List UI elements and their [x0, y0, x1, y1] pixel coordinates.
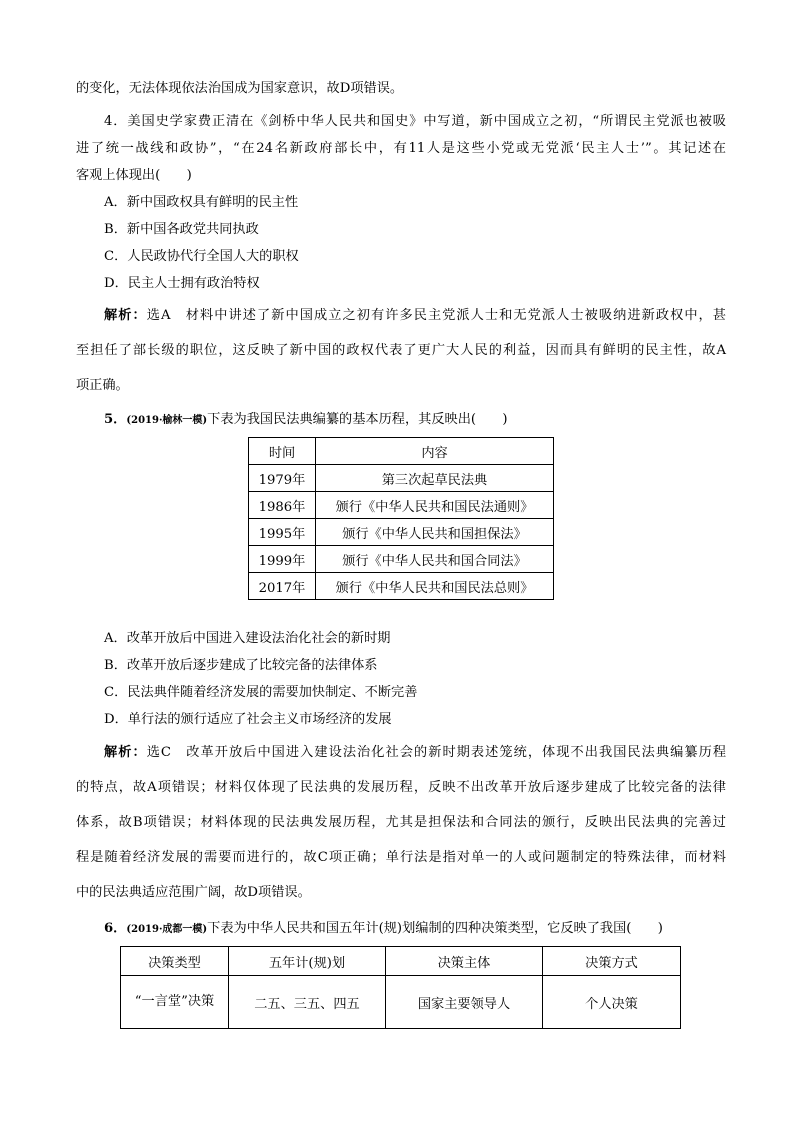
- table-header-row: [249, 438, 554, 465]
- q6-decision-table: [120, 946, 681, 1029]
- q5-stem: [104, 411, 754, 430]
- q4-stem-line-3: 客观上体现出( ): [76, 168, 192, 183]
- q5-number: 5．: [104, 412, 127, 427]
- q6-number: 6．: [104, 921, 127, 936]
- q4-analysis-line-2: 至担任了部长级的职位，这反映了新中国的政权代表了更广大人民的利益，因而具有鲜明的民主性，故A: [76, 343, 726, 358]
- table-row: [249, 519, 554, 546]
- q4-analysis-line-1: [104, 307, 726, 325]
- q4-analysis-label: 解析：: [104, 308, 147, 323]
- q5-analysis-text-1: 选C 改革开放后中国进入建设法治化社会的新时期表述笼统，体现不出我国民法典编纂历程: [146, 745, 727, 760]
- table-header-cell: 决策方式: [543, 947, 681, 976]
- q5-stem-text: 下表为我国民法典编纂的基本历程，其反映出( ): [207, 412, 508, 427]
- q5-option-c: C．民法典伴随着经济发展的需要加快制定、不断完善: [104, 685, 418, 700]
- q4-option-a: A．新中国政权具有鲜明的民主性: [104, 195, 299, 210]
- q4-option-d: D．民主人士拥有政治特权: [104, 276, 260, 291]
- table-row: [249, 492, 554, 519]
- previous-answer-tail: 的变化，无法体现依法治国成为国家意识，故D项错误。: [76, 81, 404, 96]
- q5-option-d: D．单行法的颁行适应了社会主义市场经济的发展: [104, 712, 392, 727]
- table-row: [121, 976, 681, 1029]
- table-cell-subject: 国家主要领导人: [386, 976, 543, 1029]
- q5-source: (2019·榆林一模): [126, 415, 208, 426]
- table-cell-type: “一言堂”决策: [121, 976, 229, 1029]
- table-cell-year: 1999年: [249, 546, 316, 573]
- table-header-cell: 五年计(规)划: [229, 947, 386, 976]
- q6-source: (2019·成都一模): [126, 924, 208, 935]
- table-cell-method: 个人决策: [543, 976, 681, 1029]
- q5-option-b: B．改革开放后逐步建成了比较完备的法律体系: [104, 658, 378, 673]
- table-row: [249, 573, 554, 600]
- table-header-cell: 时间: [249, 438, 316, 465]
- table-header-row: [121, 947, 681, 976]
- q5-analysis-line-5: 中的民法典适应范围广阔，故D项错误。: [76, 885, 311, 900]
- q5-analysis-line-1: [104, 744, 726, 762]
- table-cell-content: 颁行《中华人民共和国民法通则》: [316, 492, 554, 519]
- q4-analysis-line-3: 项正确。: [76, 378, 129, 393]
- table-header-cell: 决策主体: [386, 947, 543, 976]
- q4-stem-line-1: 4．美国史学家费正清在《剑桥中华人民共和国史》中写道，新中国成立之初，“所谓民主党派也被吸: [104, 114, 726, 129]
- table-cell-year: 1995年: [249, 519, 316, 546]
- table-cell-content: 第三次起草民法典: [316, 465, 554, 492]
- q5-analysis-line-3: 体系，故B项错误；材料体现的民法典发展历程，尤其是担保法和合同法的颁行，反映出民法典的完善过: [76, 815, 726, 830]
- q5-analysis-line-2: 的特点，故A项错误；材料仅体现了民法典的发展历程，反映不出改革开放后逐步建成了比较完备的法律: [76, 780, 726, 795]
- q6-stem-text: 下表为中华人民共和国五年计(规)划编制的四种决策类型，它反映了我国( ): [207, 921, 663, 936]
- q5-analysis-label: 解析：: [104, 745, 147, 760]
- q5-option-a: A．改革开放后中国进入建设法治化社会的新时期: [104, 631, 391, 646]
- table-cell-year: 2017年: [249, 573, 316, 600]
- table-cell-content: 颁行《中华人民共和国合同法》: [316, 546, 554, 573]
- q4-option-c: C．人民政协代行全国人大的职权: [104, 249, 299, 264]
- table-cell-content: 颁行《中华人民共和国担保法》: [316, 519, 554, 546]
- table-header-cell: 内容: [316, 438, 554, 465]
- table-cell-content: 颁行《中华人民共和国民法总则》: [316, 573, 554, 600]
- q6-stem: [104, 920, 754, 939]
- q4-analysis-text-1: 选A 材料中讲述了新中国成立之初有许多民主党派人士和无党派人士被吸纳进新政权中，甚: [146, 308, 726, 323]
- q5-codification-table: [248, 437, 554, 600]
- q4-option-b: B．新中国各政党共同执政: [104, 222, 259, 237]
- table-header-cell: 决策类型: [121, 947, 229, 976]
- q4-stem-line-2: 进了统一战线和政协”，“在24名新政府部长中，有11人是这些小党或无党派‘民主人士’”。其记述在: [76, 141, 726, 156]
- table-cell-plan: 二五、三五、四五: [229, 976, 386, 1029]
- table-row: [249, 465, 554, 492]
- table-cell-year: 1979年: [249, 465, 316, 492]
- q5-analysis-line-4: 程是随着经济发展的需要而进行的，故C项正确；单行法是指对单一的人或问题制定的特殊法律，而材料: [76, 850, 726, 865]
- table-row: [249, 546, 554, 573]
- table-cell-year: 1986年: [249, 492, 316, 519]
